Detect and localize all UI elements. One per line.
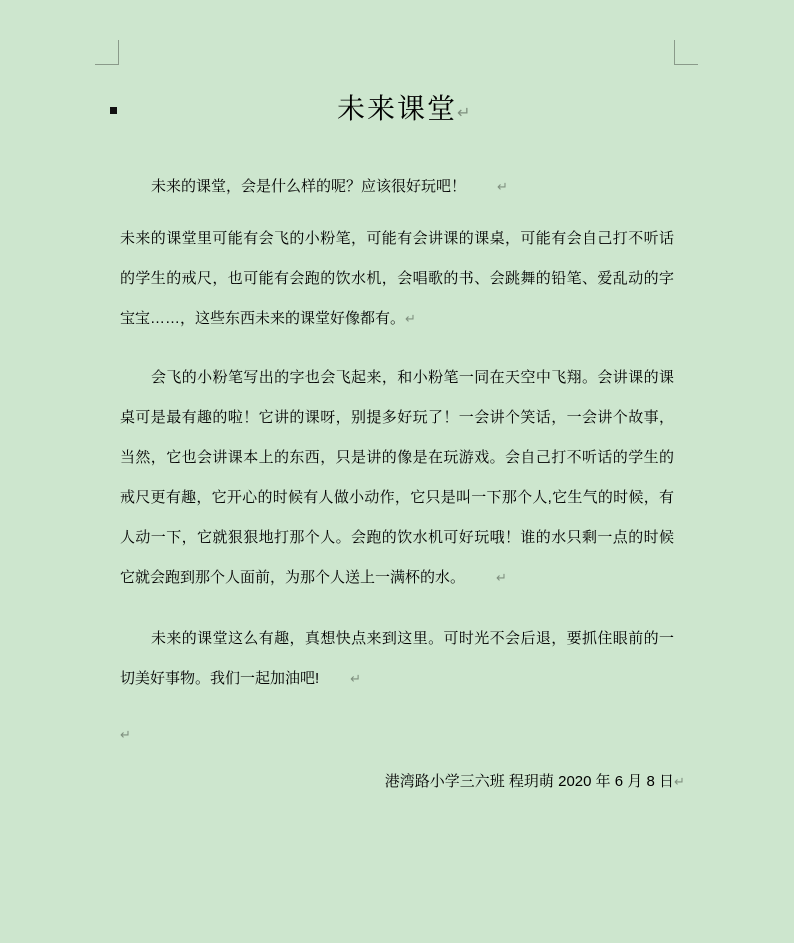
paragraph-intro[interactable]: 未来的课堂，会是什么样的呢？应该很好玩吧！ ↵ — [151, 178, 508, 195]
signature-text[interactable]: 港湾路小学三六班 程玥萌 2020 年 6 月 8 日 — [384, 773, 674, 790]
paragraph-details[interactable]: 会飞的小粉笔写出的字也会飞起来，和小粉笔一同在天空中飞翔。会讲课的课桌可是最有趣的啦！它讲的课呀，别提多好玩了！一会讲个笑话，一会讲个故事，当然，它也会讲课本上的东西，只是讲的像是在玩游戏。会自己打不听话的学生的戒尺更有趣，它开心的时候有人做小动作，它只是叫一下那个人,它生气的时候，有人动一下，它就狠狠地打那个人。会跑的饮水机可好玩哦！谁的水只剩一点的时候它就会跑到那个人面前，为那个人送上一满杯的水。 ↵ — [120, 369, 674, 586]
paragraph-overview[interactable]: 未来的课堂里可能有会飞的小粉笔，可能有会讲课的课桌，可能有会自己打不听话的学生的戒尺，也可能有会跑的饮水机，会唱歌的书、会跳舞的铅笔、爱乱动的字宝宝……，这些东西未来的课堂好像都有。↵ — [120, 230, 674, 327]
empty-paragraph[interactable]: ↵ — [120, 728, 131, 743]
black-square-paragraph-mark-icon — [110, 107, 117, 114]
paragraph-conclusion-text[interactable]: 未来的课堂这么有趣，真想快点来到这里。可时光不会后退，要抓住眼前的一切美好事物。我们一起加油吧! — [120, 630, 674, 687]
paragraph-overview-text[interactable]: 未来的课堂里可能有会飞的小粉笔，可能有会讲课的课桌，可能有会自己打不听话的学生的戒尺，也可能有会跑的饮水机，会唱歌的书、会跳舞的铅笔、爱乱动的字宝宝……，这些东西未来的课堂好像都有。 — [120, 230, 674, 327]
document-content — [120, 0, 685, 803]
signature-line[interactable]: 港湾路小学三六班 程玥萌 2020 年 6 月 8 日↵ — [384, 773, 685, 790]
document-title-text[interactable]: 未来课堂 — [336, 94, 457, 125]
text-boundary-corner-top-right-icon — [674, 40, 698, 65]
paragraph-details-text[interactable]: 会飞的小粉笔写出的字也会飞起来，和小粉笔一同在天空中飞翔。会讲课的课桌可是最有趣的啦！它讲的课呀，别提多好玩了！一会讲个笑话，一会讲个故事，当然，它也会讲课本上的东西，只是讲的像是在玩游戏。会自己打不听话的学生的戒尺更有趣，它开心的时候有人做小动作，它只是叫一下那个人,它生气的时候，有人动一下，它就狠狠地打那个人。会跑的饮水机可好玩哦！谁的水只剩一点的时候它就会跑到那个人面前，为那个人送上一满杯的水。 — [120, 369, 674, 586]
paragraph-conclusion[interactable]: 未来的课堂这么有趣，真想快点来到这里。可时光不会后退，要抓住眼前的一切美好事物。我们一起加油吧! ↵ — [120, 630, 674, 687]
document-title[interactable]: 未来课堂↵ — [336, 94, 473, 125]
text-boundary-corner-top-left-icon — [95, 40, 119, 65]
paragraph-intro-text[interactable]: 未来的课堂，会是什么样的呢？应该很好玩吧！ — [151, 178, 467, 195]
